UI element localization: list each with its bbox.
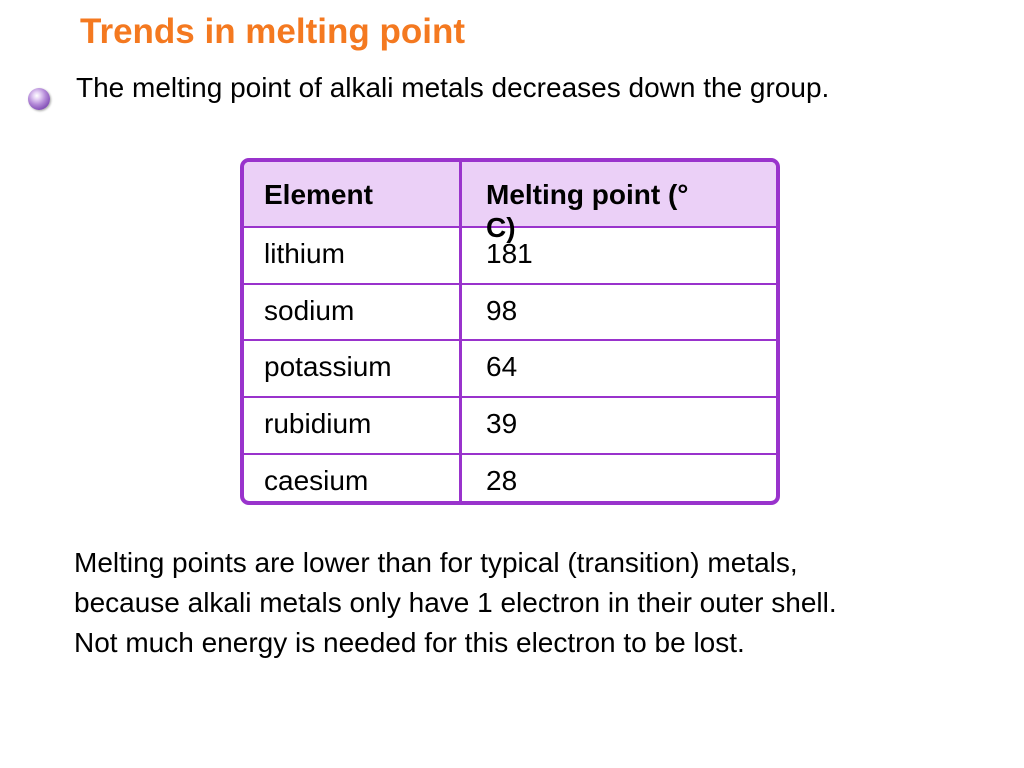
melting-point-cell: 28 xyxy=(486,465,518,496)
element-cell: rubidium xyxy=(244,398,462,453)
melting-point-cell: 98 xyxy=(486,295,518,326)
melting-point-cell: 39 xyxy=(486,408,518,439)
table-header-row xyxy=(244,162,776,243)
paragraph-line: because alkali metals only have 1 electron in their outer shell. xyxy=(74,587,837,618)
table-row xyxy=(244,285,776,341)
melting-point-cell: 64 xyxy=(486,351,518,382)
element-cell: lithium xyxy=(244,228,462,283)
melting-point-table xyxy=(240,158,780,505)
bullet-text: The melting point of alkali metals decreases down the group. xyxy=(76,72,830,103)
table-row xyxy=(244,341,776,398)
paragraph-line: Not much energy is needed for this electron to be lost. xyxy=(74,627,745,658)
melting-point-cell: 181 xyxy=(486,238,533,269)
element-cell: caesium xyxy=(244,455,462,505)
table-row xyxy=(244,398,776,455)
element-cell: potassium xyxy=(244,341,462,396)
table-row xyxy=(244,455,776,505)
bullet-point xyxy=(28,72,830,110)
table-row xyxy=(244,228,776,285)
explanation-paragraph xyxy=(74,543,1014,663)
element-cell: sodium xyxy=(244,285,462,339)
paragraph-line: Melting points are lower than for typical (transition) metals, xyxy=(74,547,798,578)
bullet-icon xyxy=(28,88,50,110)
header-melting-point: Melting point (° C) xyxy=(486,179,689,243)
header-element: Element xyxy=(244,162,462,226)
slide-title: Trends in melting point xyxy=(80,12,465,51)
